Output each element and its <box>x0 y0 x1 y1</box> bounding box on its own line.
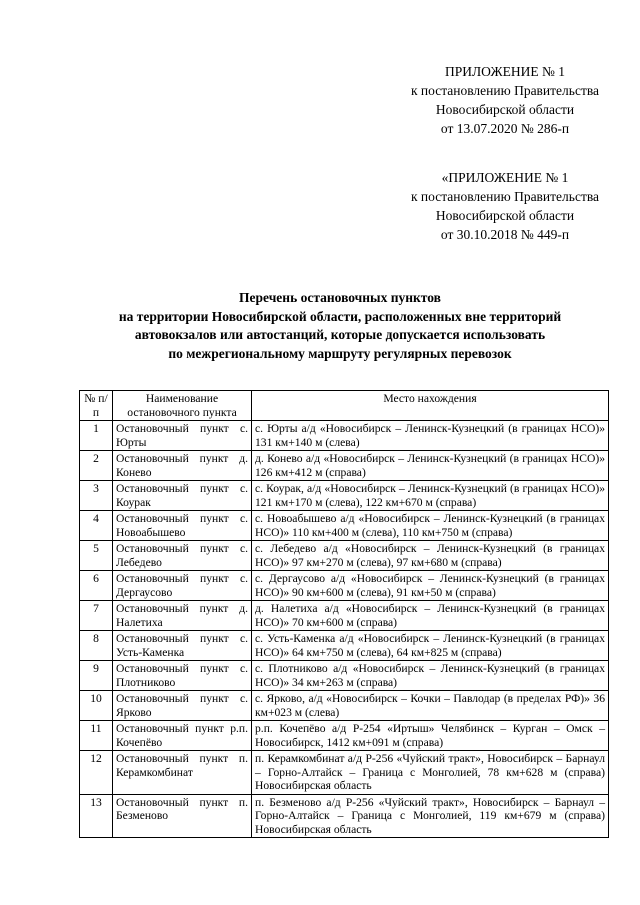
annex-line: к постановлению Правительства <box>410 83 600 98</box>
title-line: автовокзалов или автостанций, которые допускается использовать <box>134 327 546 342</box>
document-title <box>60 289 620 363</box>
row-location: с. Плотниково а/д «Новосибирск – Ленинск-Кузнецкий (в границах НСО)» 34 км+263 м (справа) <box>252 661 609 691</box>
row-number: 11 <box>80 721 113 751</box>
row-number: 6 <box>80 571 113 601</box>
stops-table <box>79 390 609 838</box>
row-location: п. Керамкомбинат а/д Р-256 «Чуйский тракт», Новосибирск – Барнаул – Горно-Алтайск – Граница с Монголией, 78 км+628 м (справа) Новосибирская область <box>252 751 609 795</box>
row-stop-name: Остановочный пункт с. Плотниково <box>113 661 252 691</box>
annex-line: «ПРИЛОЖЕНИЕ № 1 <box>441 170 569 185</box>
table-row <box>80 421 609 451</box>
row-stop-name: Остановочный пункт с. Новоабышево <box>113 511 252 541</box>
header-number: № п/п <box>80 391 113 421</box>
row-stop-name: Остановочный пункт с. Лебедево <box>113 541 252 571</box>
annex-line: Новосибирской области <box>435 208 575 223</box>
table-row <box>80 631 609 661</box>
row-location: д. Конево а/д «Новосибирск – Ленинск-Кузнецкий (в границах НСО)» 126 км+412 м (справа) <box>252 451 609 481</box>
title-line: на территории Новосибирской области, расположенных вне территорий <box>118 308 562 324</box>
table-row <box>80 661 609 691</box>
row-location: д. Налетиха а/д «Новосибирск – Ленинск-Кузнецкий (в границах НСО)» 70 км+600 м (справа) <box>252 601 609 631</box>
row-location: с. Лебедево а/д «Новосибирск – Ленинск-Кузнецкий (в границах НСО)» 97 км+270 м (слева), 97 км+680 м (справа) <box>252 541 609 571</box>
row-stop-name: Остановочный пункт д. Налетиха <box>113 601 252 631</box>
table-row <box>80 601 609 631</box>
table-row <box>80 794 609 838</box>
row-location: с. Усть-Каменка а/д «Новосибирск – Ленинск-Кузнецкий (в границах НСО)» 64 км+750 м (слева), 64 км+825 м (справа) <box>252 631 609 661</box>
annex-line: от 30.10.2018 № 449-п <box>440 227 570 242</box>
table-row <box>80 511 609 541</box>
annex-line: ПРИЛОЖЕНИЕ № 1 <box>444 64 566 79</box>
row-number: 1 <box>80 421 113 451</box>
annex-header-previous <box>380 168 630 244</box>
table-row <box>80 541 609 571</box>
annex-line: Новосибирской области <box>435 102 575 117</box>
row-number: 10 <box>80 691 113 721</box>
title-line: по межрегиональному маршруту регулярных перевозок <box>168 345 512 361</box>
table-row <box>80 481 609 511</box>
row-number: 7 <box>80 601 113 631</box>
table-row <box>80 721 609 751</box>
row-number: 5 <box>80 541 113 571</box>
row-stop-name: Остановочный пункт р.п. Кочепёво <box>113 721 252 751</box>
row-location: с. Коурак, а/д «Новосибирск – Ленинск-Кузнецкий (в границах НСО)» 121 км+170 м (слева), 122 км+670 м (справа) <box>252 481 609 511</box>
table-body <box>80 421 609 838</box>
row-stop-name: Остановочный пункт с. Дергаусово <box>113 571 252 601</box>
row-stop-name: Остановочный пункт с. Коурак <box>113 481 252 511</box>
row-location: с. Ярково, а/д «Новосибирск – Кочки – Павлодар (в пределах РФ)» 36 км+023 м (слева) <box>252 691 609 721</box>
row-number: 8 <box>80 631 113 661</box>
row-location: с. Новоабышево а/д «Новосибирск – Ленинск-Кузнецкий (в границах НСО)» 110 км+400 м (слева), 110 км+750 м (справа) <box>252 511 609 541</box>
row-location: п. Безменово а/д Р-256 «Чуйский тракт», Новосибирск – Барнаул – Горно-Алтайск – Граница с Монголией, 119 км+679 м (справа) Новосибирская область <box>252 794 609 838</box>
row-stop-name: Остановочный пункт с. Юрты <box>113 421 252 451</box>
table-row <box>80 691 609 721</box>
header-location: Место нахождения <box>252 391 609 421</box>
row-location: с. Дергаусово а/д «Новосибирск – Ленинск-Кузнецкий (в границах НСО)» 90 км+600 м (слева), 91 км+50 м (справа) <box>252 571 609 601</box>
annex-line: от 13.07.2020 № 286-п <box>440 121 570 136</box>
row-number: 12 <box>80 751 113 795</box>
row-stop-name: Остановочный пункт с. Усть-Каменка <box>113 631 252 661</box>
row-number: 2 <box>80 451 113 481</box>
row-location: р.п. Кочепёво а/д Р-254 «Иртыш» Челябинск – Курган – Омск – Новосибирск, 1412 км+091 м (справа) <box>252 721 609 751</box>
row-number: 9 <box>80 661 113 691</box>
annex-line: к постановлению Правительства <box>410 189 600 204</box>
row-location: с. Юрты а/д «Новосибирск – Ленинск-Кузнецкий (в границах НСО)» 131 км+140 м (слева) <box>252 421 609 451</box>
annex-header-current <box>380 62 630 138</box>
title-line: Перечень остановочных пунктов <box>239 290 441 305</box>
row-number: 13 <box>80 794 113 838</box>
row-stop-name: Остановочный пункт с. Ярково <box>113 691 252 721</box>
row-number: 3 <box>80 481 113 511</box>
row-stop-name: Остановочный пункт п. Безменово <box>113 794 252 838</box>
row-stop-name: Остановочный пункт д. Конево <box>113 451 252 481</box>
table-row <box>80 571 609 601</box>
row-stop-name: Остановочный пункт п. Керамкомбинат <box>113 751 252 795</box>
table-row <box>80 451 609 481</box>
table-row <box>80 751 609 795</box>
header-stop-name: Наименование остановочного пункта <box>113 391 252 421</box>
row-number: 4 <box>80 511 113 541</box>
table-header-row <box>80 391 609 421</box>
